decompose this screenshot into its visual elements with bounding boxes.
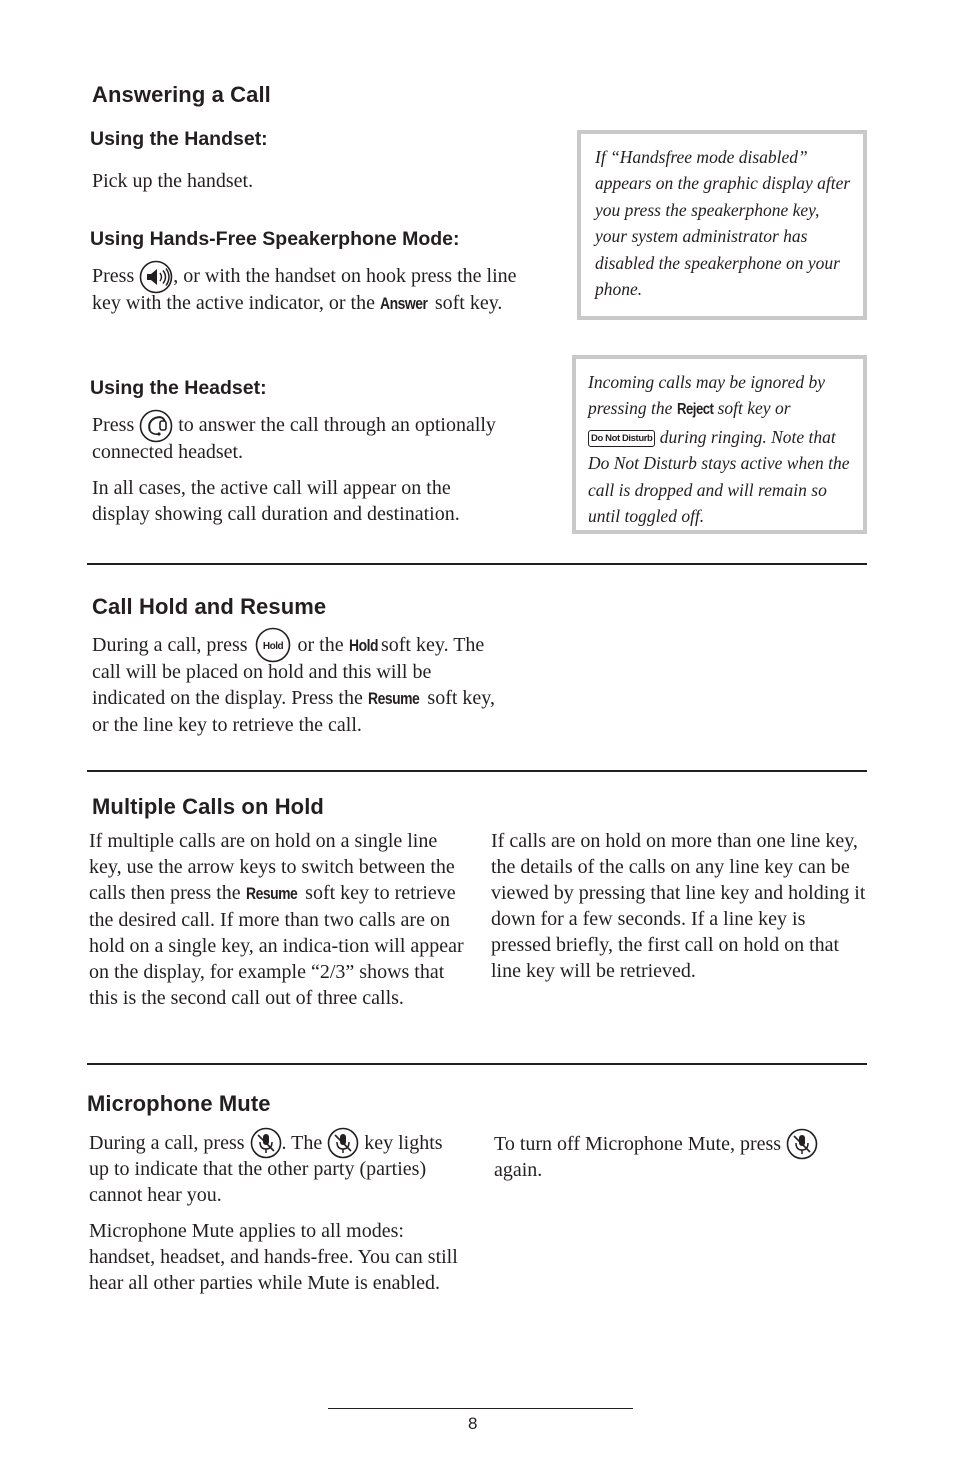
hold-icon-label: Hold bbox=[262, 641, 283, 653]
note-handsfree-text: If “Handsfree mode disabled” appears on the graphic display after you press the speakerphone key, your system administrator has disabled the speakerphone on your phone. bbox=[595, 147, 851, 300]
note-reject-text bbox=[588, 369, 851, 529]
text-handset bbox=[92, 168, 512, 194]
section-title-hold: Call Hold and Resume bbox=[92, 594, 327, 619]
note-reject-text-2: soft key or bbox=[717, 398, 791, 419]
headset-paragraph bbox=[92, 412, 502, 465]
note-box-reject bbox=[572, 355, 867, 534]
hold-text-1: During a call, press bbox=[92, 634, 248, 656]
headset-icon bbox=[139, 409, 173, 443]
heading-speakerphone: Using Hands-Free Speakerphone Mode: bbox=[90, 228, 460, 250]
answer-softkey-label: Answer bbox=[380, 294, 428, 314]
text-hold bbox=[92, 632, 497, 738]
note-reject-text-3: during ringing. Note that Do Not Disturb stays active when the call is dropped and will remain so until toggled off. bbox=[588, 426, 850, 527]
headset-text-1: Press bbox=[92, 414, 135, 436]
divider-1 bbox=[87, 563, 867, 565]
text-multiple-right bbox=[491, 828, 866, 984]
speaker-paragraph bbox=[92, 263, 532, 317]
speaker-text-1: Press bbox=[92, 265, 135, 287]
note-reject-text-1: Incoming calls may be ignored by pressing the bbox=[588, 372, 826, 419]
all-cases-paragraph: In all cases, the active call will appear on the display showing call duration and destination. bbox=[92, 477, 460, 526]
speaker-text-2: , or with the handset on hook press the line key with the active indicator, or the bbox=[92, 265, 517, 315]
headset-text-2: to answer the call through an optionally connected headset. bbox=[92, 414, 496, 464]
mute-text-2: . The bbox=[281, 1132, 323, 1154]
mute-paragraph-2: Microphone Mute applies to all modes: handset, headset, and hands-free. You can still hear all other parties while Mute is enabled. bbox=[89, 1220, 458, 1294]
note-box-handsfree bbox=[577, 130, 867, 320]
heading-headset: Using the Headset: bbox=[90, 377, 267, 399]
heading-handset: Using the Handset: bbox=[90, 128, 268, 150]
hold-text-3: soft key. The call will be placed on hold and this will be indicated on the display. Press the bbox=[92, 634, 485, 709]
mute-right-text-2: again. bbox=[494, 1159, 543, 1181]
mute-text-1: During a call, press bbox=[89, 1132, 245, 1154]
mute-right-text-1: To turn off Microphone Mute, press bbox=[494, 1133, 782, 1155]
mute-text-3: key lights up to indicate that the other party (parties) cannot hear you. bbox=[89, 1132, 443, 1206]
speaker-text-3: soft key. bbox=[434, 292, 503, 315]
mute-paragraph-1 bbox=[89, 1130, 464, 1208]
hold-paragraph bbox=[92, 632, 497, 738]
multiple-right-paragraph: If calls are on hold on more than one line key, the details of the calls on any line key can be viewed by pressing that line key and holding it down for a few seconds. If a line key is pressed briefly, the first call on hold on that line key will be retrieved. bbox=[491, 830, 866, 982]
hold-softkey-label: Hold bbox=[348, 636, 378, 655]
hold-text-2: or the bbox=[297, 634, 344, 656]
section-title-answering: Answering a Call bbox=[92, 82, 271, 107]
mute-icon bbox=[250, 1127, 282, 1159]
hold-text-4: soft key, or the line key to retrieve the call. bbox=[92, 687, 495, 736]
section-title-multiple: Multiple Calls on Hold bbox=[92, 794, 324, 819]
text-multiple-left bbox=[89, 828, 464, 1011]
mute-right-paragraph bbox=[494, 1131, 854, 1183]
text-headset bbox=[92, 412, 502, 527]
multiple-left-text-2: soft key to retrieve the desired call. If more than two calls are on hold on a single key, an indica-tion will appear on the display, for example “2/3” shows that this is the second call out of three calls. bbox=[89, 882, 464, 1009]
text-mute-right bbox=[494, 1131, 854, 1183]
resume-softkey-label-2: Resume bbox=[245, 884, 297, 903]
divider-2 bbox=[87, 770, 867, 772]
text-speakerphone bbox=[92, 263, 532, 317]
page-number: 8 bbox=[468, 1414, 478, 1433]
divider-3 bbox=[87, 1063, 867, 1065]
footer-rule bbox=[328, 1408, 633, 1409]
handset-paragraph: Pick up the handset. bbox=[92, 170, 254, 192]
multiple-left-paragraph bbox=[89, 828, 464, 1011]
hold-key-icon bbox=[255, 627, 291, 663]
multiple-left-text-1: If multiple calls are on hold on a single line key, use the arrow keys to switch between the calls then press the bbox=[89, 830, 455, 904]
speaker-icon bbox=[139, 260, 173, 294]
mute-icon bbox=[327, 1127, 359, 1159]
resume-softkey-label: Resume bbox=[367, 689, 420, 708]
text-mute-left bbox=[89, 1130, 464, 1296]
section-title-mute: Microphone Mute bbox=[87, 1091, 271, 1116]
mute-icon bbox=[786, 1128, 818, 1160]
do-not-disturb-key: Do Not Disturb bbox=[588, 430, 655, 447]
reject-softkey-label: Reject bbox=[676, 401, 714, 419]
